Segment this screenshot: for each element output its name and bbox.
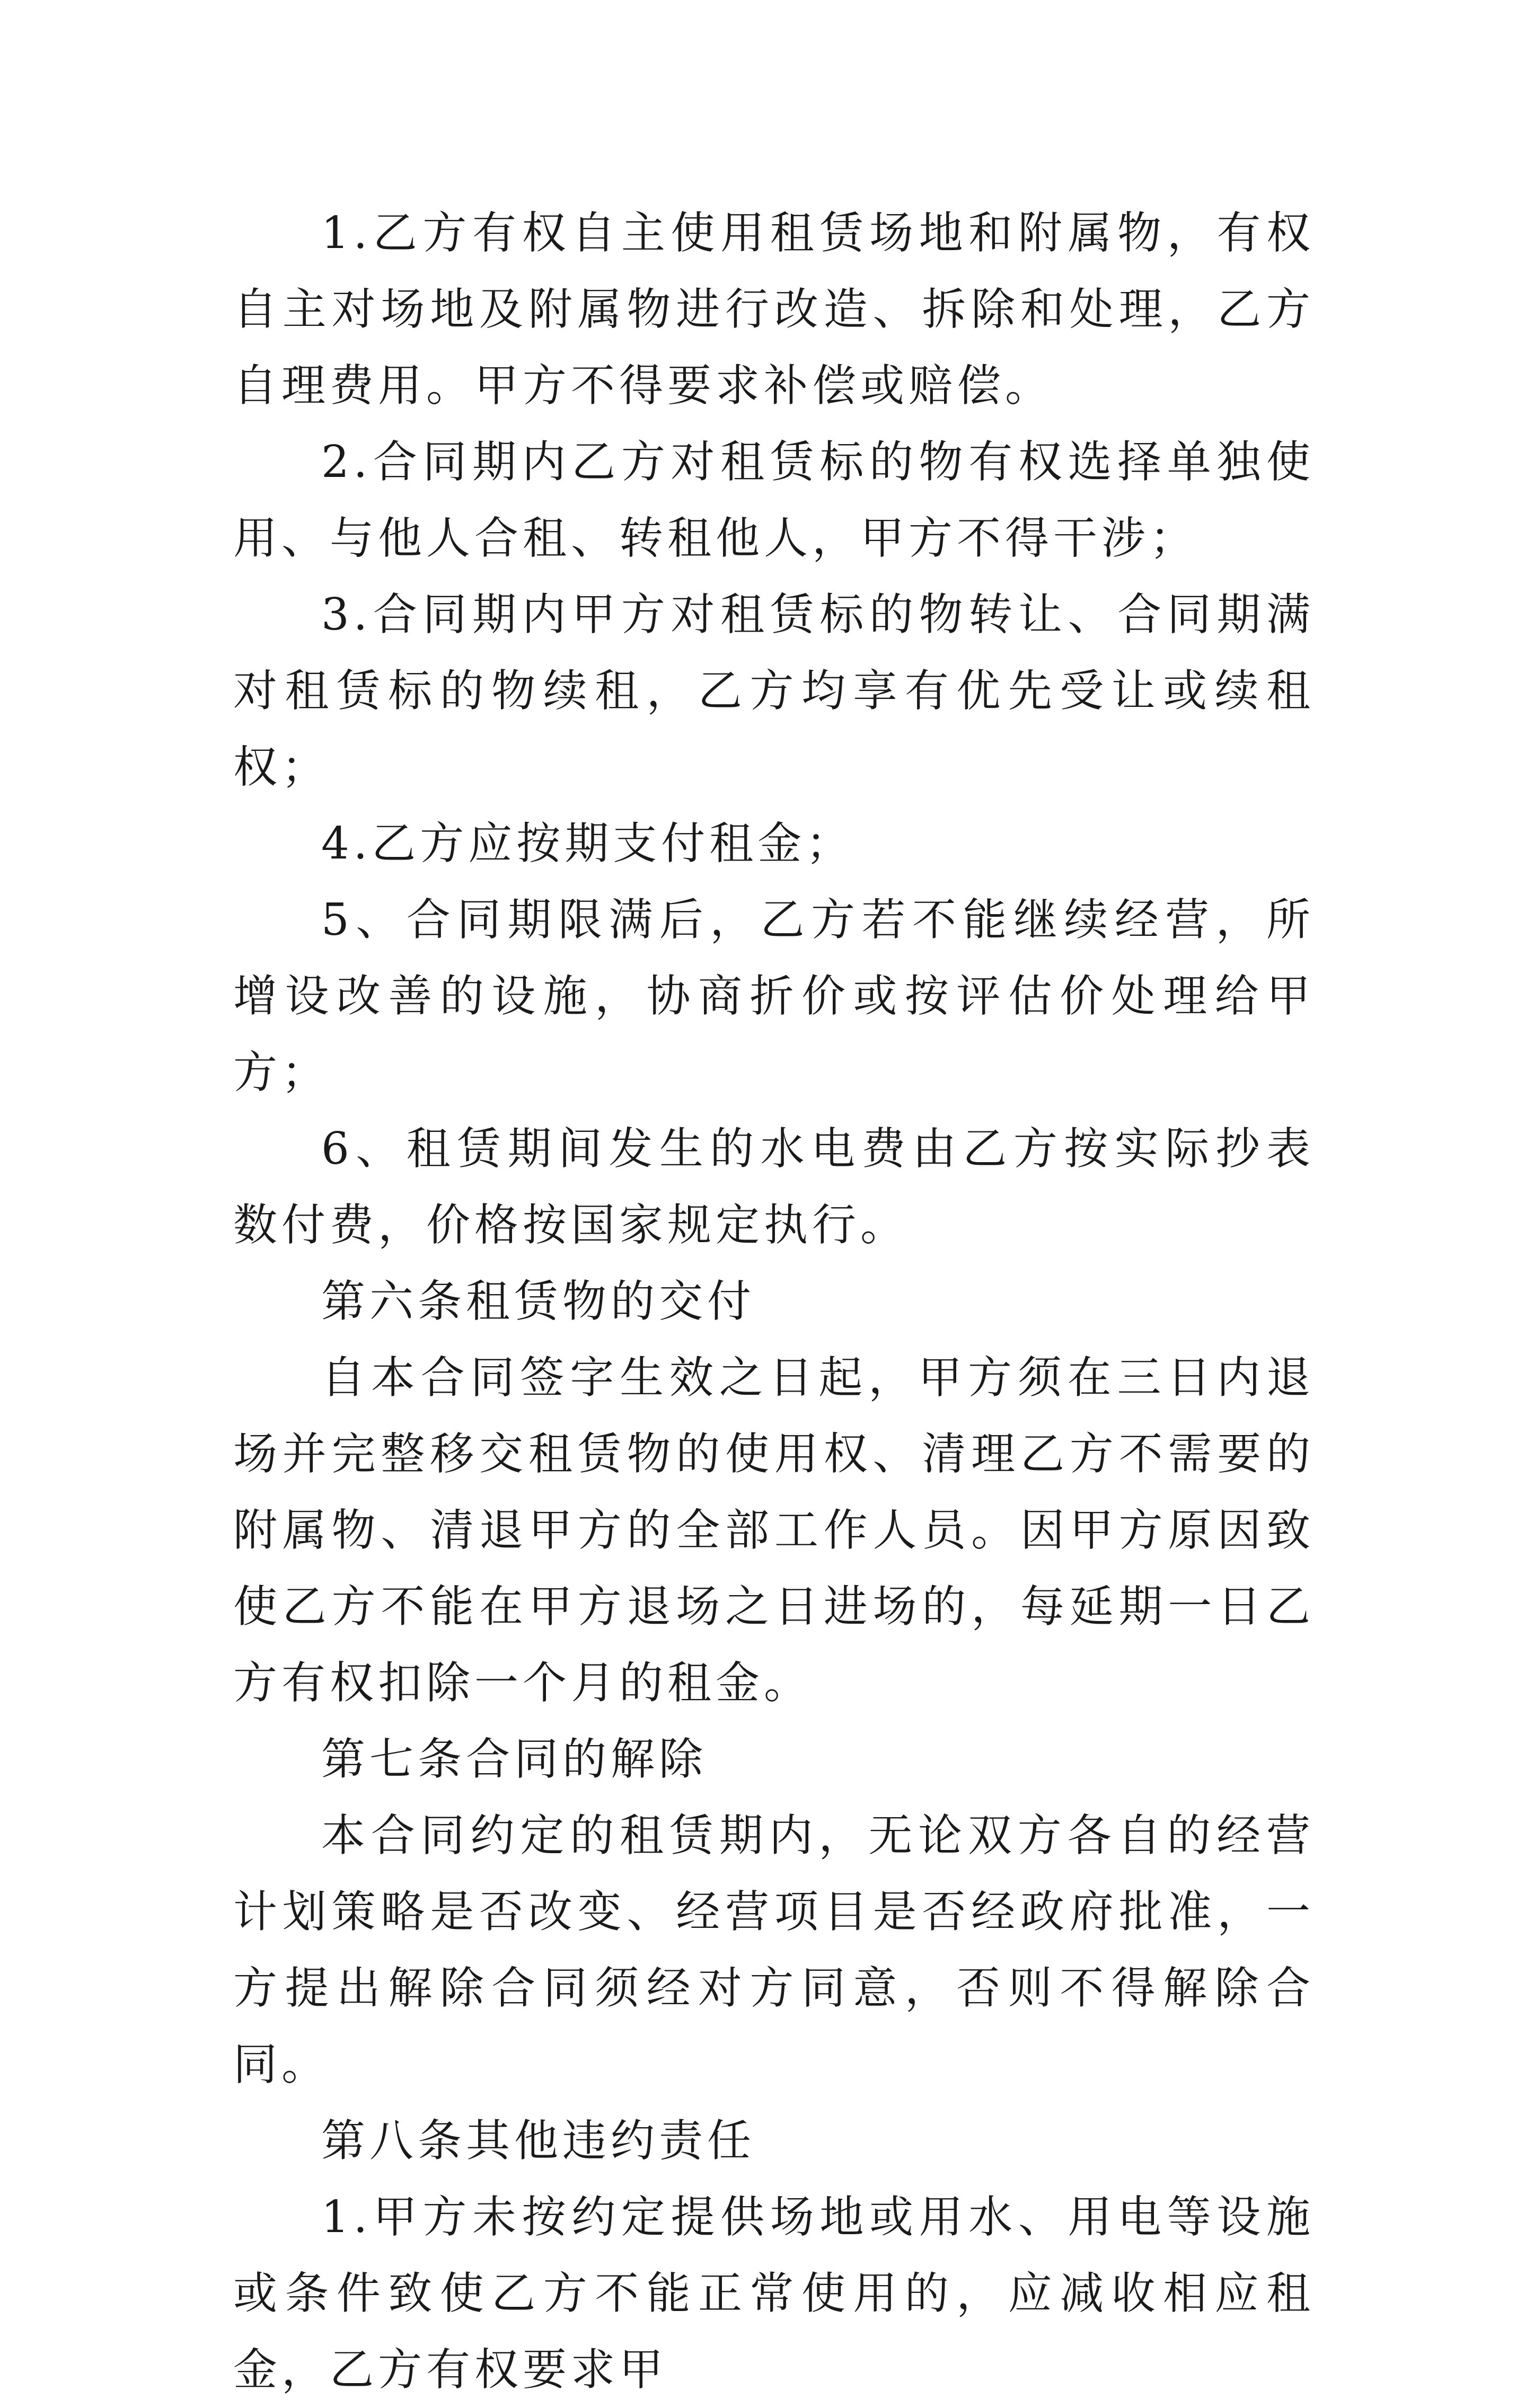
clause-paragraph: 自本合同签字生效之日起，甲方须在三日内退场并完整移交租赁物的使用权、清理乙方不需要的附属物、清退甲方的全部工作人员。因甲方原因致使乙方不能在甲方退场之日进场的，每延期一日乙方有权扣除一个月的租金。 [233, 1352, 1315, 1708]
clause-paragraph: 2.合同期内乙方对租赁标的物有权选择单独使用、与他人合租、转租他人，甲方不得干涉； [233, 436, 1315, 564]
clause-paragraph: 3.合同期内甲方对租赁标的物转让、合同期满对租赁标的物续租，乙方均享有优先受让或续租权； [233, 589, 1315, 793]
clause-paragraph: 6、租赁期间发生的水电费由乙方按实际抄表数付费，价格按国家规定执行。 [233, 1123, 1315, 1251]
clause-paragraph: 4.乙方应按期支付租金； [321, 818, 854, 869]
section-heading: 第七条合同的解除 [321, 1733, 707, 1785]
document-body [233, 195, 1315, 2408]
clause-paragraph: 1.乙方有权自主使用租赁场地和附属物，有权自主对场地及附属物进行改造、拆除和处理，乙方自理费用。甲方不得要求补偿或赔偿。 [233, 207, 1315, 411]
clause-paragraph: 本合同约定的租赁期内，无论双方各自的经营计划策略是否改变、经营项目是否经政府批准，一方提出解除合同须经对方同意，否则不得解除合同。 [233, 1810, 1315, 2090]
section-heading: 第八条其他违约责任 [321, 2115, 755, 2166]
section-heading: 第六条租赁物的交付 [321, 1276, 755, 1327]
clause-paragraph: 1.甲方未按约定提供场地或用水、用电等设施或条件致使乙方不能正常使用的，应减收相应租金，乙方有权要求甲 [233, 2191, 1315, 2395]
clause-paragraph: 5、合同期限满后，乙方若不能继续经营，所增设改善的设施，协商折价或按评估价处理给甲方； [233, 894, 1315, 1098]
